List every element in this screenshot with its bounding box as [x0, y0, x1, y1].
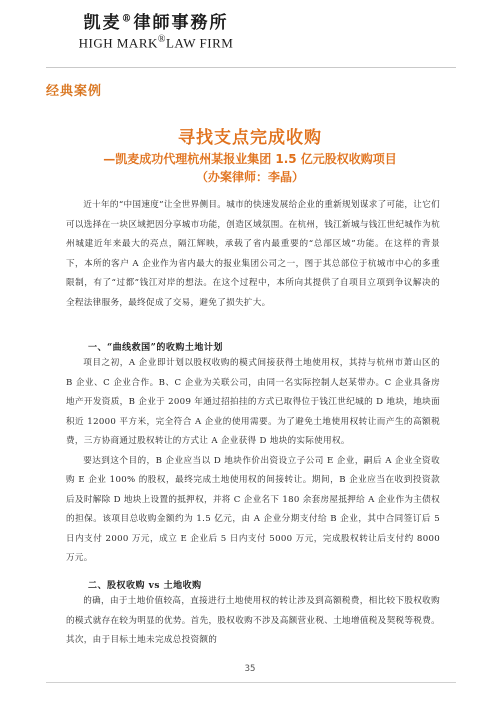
firm-logo: [46, 8, 266, 51]
logo-cn-part1: 凯麦: [83, 13, 122, 33]
logo-en-part1: HIGH MARK: [78, 35, 158, 51]
section1-block: [66, 354, 440, 569]
section1-heading: 一、“曲线救国”的收购土地计划: [88, 343, 223, 353]
logo-chinese: [46, 8, 266, 33]
header-divider: [46, 67, 456, 68]
logo-cn-part2: 律師事務所: [133, 13, 229, 33]
section1-paragraph-2: 要达到这个目的，B 企业应当以 D 地块作价出资设立子公司 E 企业，嗣后 A 企业全资收购 E 企业 100% 的股权，最终完成土地使用权的间接转让。期间，B 企业应当在收到投资款后及时解除 D 地块上设置的抵押权，并将 C 企业名下 180 余套房屋抵押给 A 企业作为主债权的担保。该项目总收购金额约为 1.5 亿元，由 A 企业分期支付给 B 企业，其中合同签订后 5 日内支付 2000 万元，成立 E 企业后 5 日内支付 5000 万元，完成股权转让后支付约 8000 万元。: [66, 455, 440, 563]
section2-block: [66, 592, 440, 651]
article-author: （办案律师：李晶）: [195, 170, 304, 184]
section-tag: 经典案例: [46, 84, 103, 99]
logo-english: [46, 34, 266, 51]
section2-paragraph-1: 的确，由于土地价值较高，直接进行土地使用权的转让涉及到高额税费，相比较下股权收购的模式就存在较为明显的优势。首先，股权收购不涉及高额营业税、土地增值税及契税等税费。其次，由于目标土地未完成总投资额的: [66, 596, 440, 645]
logo-mark-icon: ®: [157, 34, 166, 45]
logo-mark-icon: ®: [121, 13, 134, 25]
page-number: 35: [244, 664, 256, 674]
article-title: 寻找支点完成收购: [178, 128, 322, 148]
article-subtitle: —凯麦成功代理杭州某报业集团 1.5 亿元股权收购项目: [103, 152, 397, 166]
intro-block: [66, 196, 440, 313]
section2-heading: 二、股权收购 vs 土地收购: [88, 581, 202, 591]
footer-divider: [46, 682, 456, 683]
logo-en-part2: LAW FIRM: [165, 35, 234, 51]
section1-paragraph-1: 项目之初，A 企业即计划以股权收购的模式间接获得土地使用权，其持与杭州市萧山区的 B 企业、C 企业合作。B、C 企业为关联公司，由同一名实际控制人赵某带办。C 企业具备房地产开发资质，B 企业于 2009 年通过招拍挂的方式已取得位于钱江世纪城的 D 地块，地块面积近 12000 平方米，完全符合 A 企业的使用需要。为了避免土地使用权转让而产生的高额税费，三方协商通过股权转让的方式让 A 企业获得 D 地块的实际使用权。: [66, 358, 440, 446]
intro-paragraph: 近十年的“中国速度”让全世界侧目。城市的快速发展给企业的重新规划谋求了可能，让它们可以选择在一块区域把因分享城市功能，创造区域氛围。在杭州，钱江新城与钱江世纪城作为杭州城建近年来最大的亮点，隔江辉映，承载了省内最重要的“总部区域”功能。在这样的背景下，本所的客户 A 企业作为省内最大的报业集团公司之一，图于其总部位于杭城市中心的多重限制，有了“过都”钱江对岸的想法。在这个过程中，本所向其提供了自项目立项到争议解决的全程法律服务，最终促成了交易，避免了损失扩大。: [66, 200, 440, 308]
